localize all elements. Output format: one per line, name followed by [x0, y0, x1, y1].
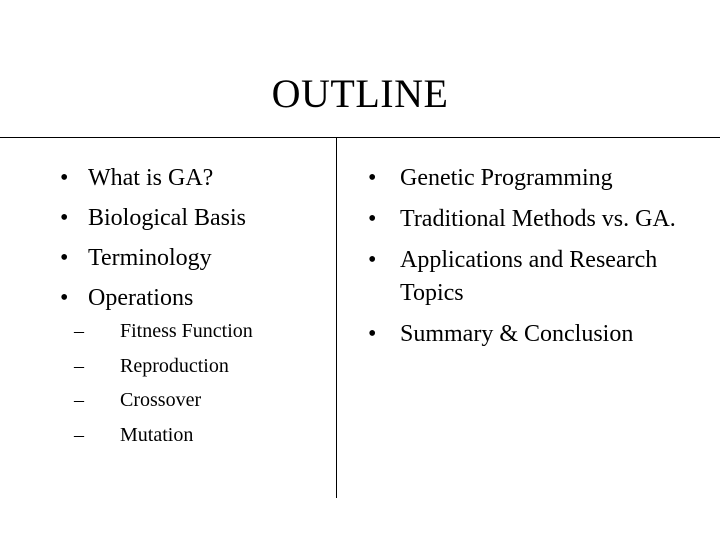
list-item-label: Biological Basis — [88, 205, 246, 231]
list-item — [60, 162, 330, 195]
dash-icon: – — [74, 423, 84, 446]
sub-list-item — [74, 422, 324, 449]
bullet-icon: • — [368, 321, 377, 347]
sub-list-item-label: Fitness Function — [120, 320, 253, 342]
title-divider — [0, 137, 720, 138]
list-item-label: Applications and Research Topics — [400, 247, 658, 306]
bullet-icon: • — [368, 206, 377, 232]
right-bullet-list — [368, 162, 698, 359]
bullet-icon: • — [60, 165, 69, 191]
list-item — [368, 318, 698, 351]
sub-list-item-label: Crossover — [120, 389, 202, 411]
list-item-label: Summary & Conclusion — [400, 321, 634, 347]
list-item — [60, 202, 330, 235]
bullet-icon: • — [368, 165, 377, 191]
list-item — [60, 242, 330, 275]
sub-list-item — [74, 387, 324, 414]
sub-list-item — [74, 318, 324, 345]
left-bullet-list — [60, 162, 330, 322]
dash-icon: – — [74, 320, 84, 342]
sub-list-item-label: Mutation — [120, 423, 194, 446]
list-item — [368, 203, 698, 236]
column-divider — [336, 138, 337, 498]
bullet-icon: • — [60, 285, 69, 311]
bullet-icon: • — [368, 247, 377, 273]
list-item — [368, 244, 698, 310]
list-item — [368, 162, 698, 195]
dash-icon: – — [74, 354, 84, 377]
list-item-label: Terminology — [88, 245, 212, 271]
dash-icon: – — [74, 389, 84, 411]
list-item-label: What is GA? — [88, 165, 214, 191]
sub-list-item-label: Reproduction — [120, 354, 229, 377]
bullet-icon: • — [60, 205, 69, 231]
slide-title: OUTLINE — [271, 71, 449, 116]
list-item — [60, 282, 330, 315]
list-item-label: Operations — [88, 285, 194, 311]
sub-list-item — [74, 353, 324, 380]
operations-sub-list — [74, 318, 324, 456]
list-item-label: Traditional Methods vs. GA. — [400, 206, 676, 232]
list-item-label: Genetic Programming — [400, 165, 613, 191]
bullet-icon: • — [60, 245, 69, 271]
